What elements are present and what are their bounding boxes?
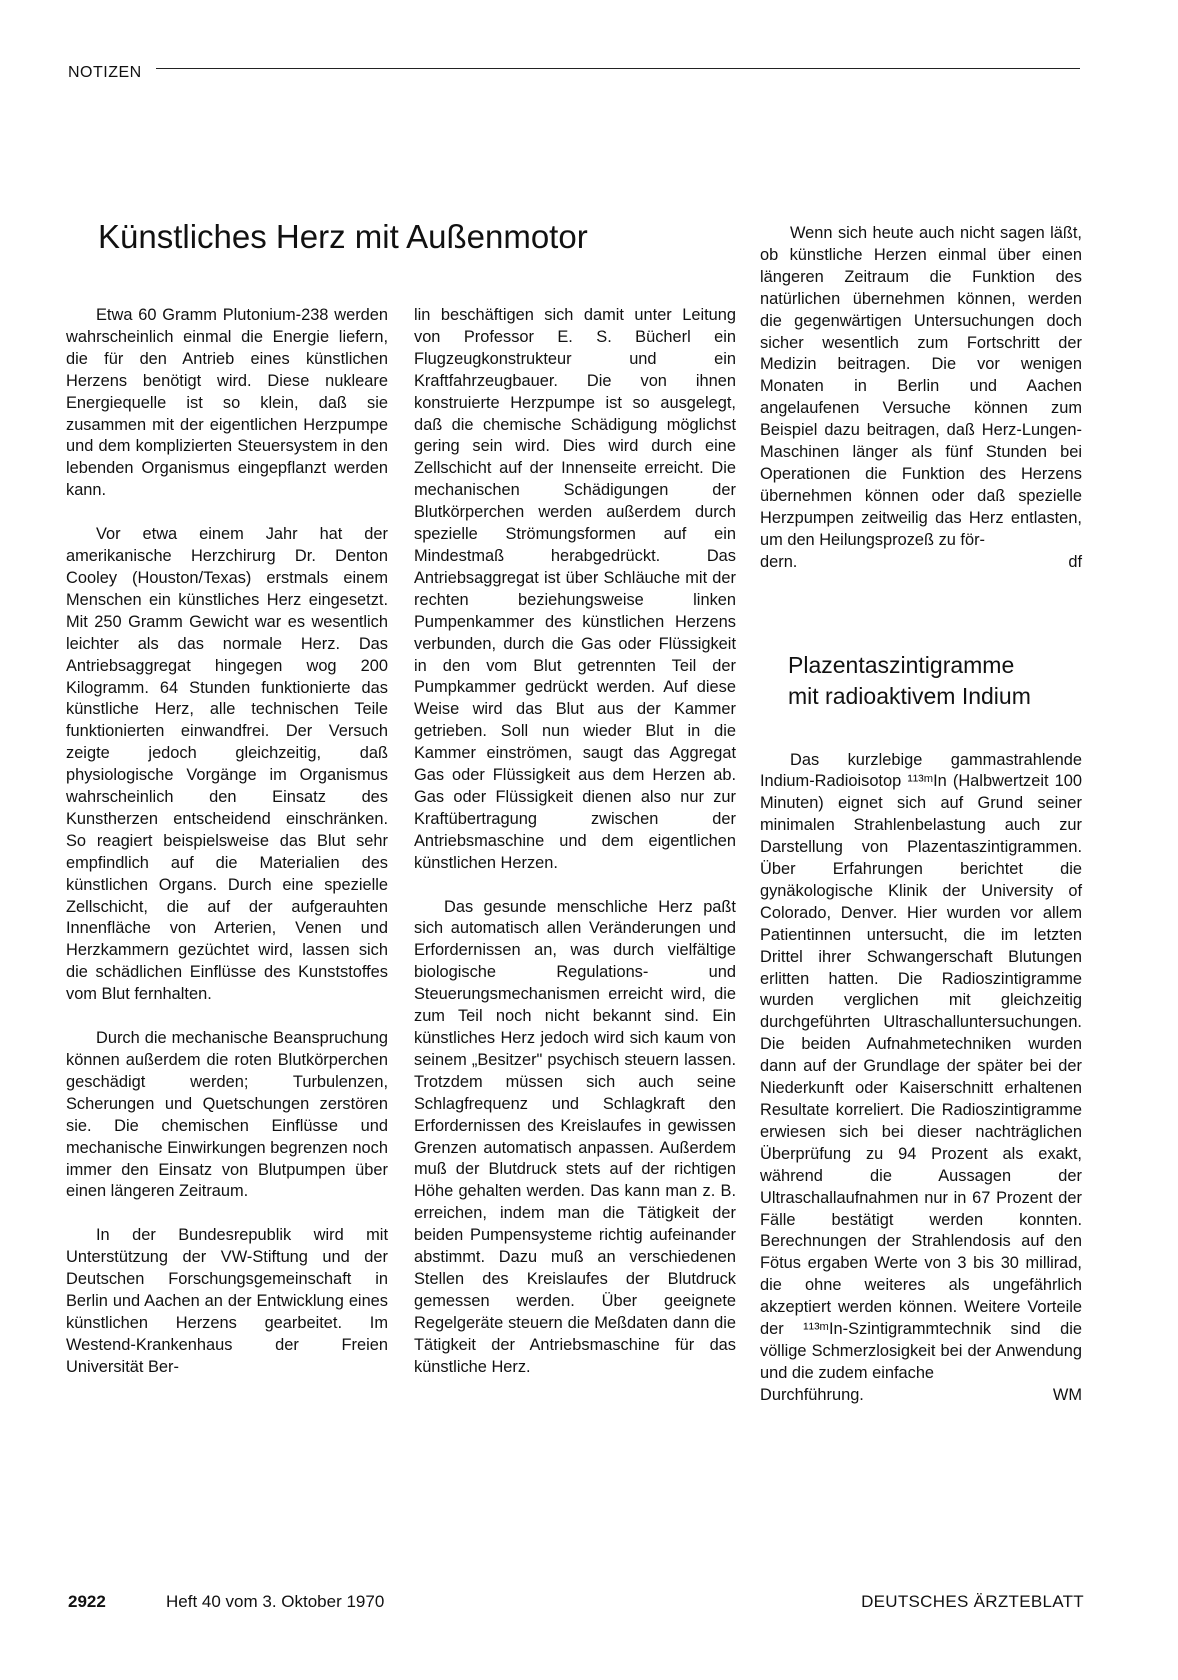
closing-word: dern. <box>760 552 798 571</box>
article-title: Künstliches Herz mit Außenmotor <box>98 218 588 255</box>
section-label: NOTIZEN <box>68 64 142 81</box>
page-header <box>68 64 1080 84</box>
author-initials: df <box>1068 552 1082 571</box>
paragraph: Etwa 60 Gramm Plutonium-238 werden wahrscheinlich einmal die Energie liefern, die für den Antrieb eines künstlichen Herzens benötigt wird. Diese nukleare Energiequelle ist so klein, daß sie zusammen mit der eigentlichen Herzpumpe und dem komplizierten Steuersystem in den lebenden Organismus eingepflanzt werden kann. <box>66 306 388 500</box>
paragraph: In der Bundesrepublik wird mit Unterstützung der VW-Stiftung und der Deutschen Forschungsgemeinschaft in Berlin und Aachen an der Entwicklung eines künstlichen Herzens gearbeitet. Im Westend-Krankenhaus der Freien Universität Ber- <box>66 1226 388 1376</box>
paragraph: Das kurzlebige gammastrahlende Indium-Radioisotop ¹¹³ᵐIn (Halbwertzeit 100 Minuten) eignet sich auf Grund seiner minimalen Strahlenbelastung auch zur Darstellung von Plazentaszintigrammen. Über Erfahrungen berichtet die gynäkologische Klinik der University of Colorado, Denver. Hier wurden vor allem Patientinnen untersucht, die im letzten Drittel ihrer Schwangerschaft Blutungen erlitten hatten. Die Radioszintigramme wurden verglichen mit gleichzeitig durchgeführten Ultraschalluntersuchungen. Die beiden Aufnahmetechniken wurden dann auf der Grundlage der später bei der Niederkunft oder Kaiserschnitt erhaltenen Resultate korreliert. Die Radioszintigramme erwiesen sich bei dieser nachträglichen Überprüfung zu 94 Prozent als exakt, während die Aussagen der Ultraschallaufnahmen nur in 67 Prozent der Fälle bestätigt werden konnten. Berechnungen der Strahlendosis auf den Fötus ergaben Werte von 3 bis 30 millirad, die ohne weiteres als ungefährlich akzeptiert werden können. Weitere Vorteile der ¹¹³ᵐIn-Szintigrammtechnik sind die völlige Schmerzlosigkeit bei der Anwendung und die zudem einfache <box>760 750 1082 1382</box>
closing-line <box>760 1385 1082 1407</box>
article-column-2 <box>414 305 736 1379</box>
article-column-3 <box>760 223 1082 1407</box>
article-column-1 <box>66 305 388 1379</box>
page-number: 2922 <box>68 1592 106 1611</box>
closing-line <box>760 552 1082 574</box>
paragraph: Wenn sich heute auch nicht sagen läßt, ob künstliche Herzen einmal über einen längeren Zeitraum die Funktion des natürlichen übernehmen können, werden die gegenwärtigen Untersuchungen doch sicher wesentlich zum Fortschritt der Medizin beitragen. Die vor wenigen Monaten in Berlin und Aachen angelaufenen Versuche können zum Beispiel dazu beitragen, daß Herz-Lungen-Maschinen länger als fünf Stunden bei Operationen die Funktion des Herzens übernehmen können oder daß spezielle Herzpumpen zeitweilig das Herz entlasten, um den Heilungsprozeß zu för- <box>760 224 1082 549</box>
issue-info: Heft 40 vom 3. Oktober 1970 <box>166 1592 385 1611</box>
title-line-2: mit radioaktivem Indium <box>788 682 1031 709</box>
closing-word: Durchführung. <box>760 1385 864 1404</box>
header-rule <box>156 68 1080 69</box>
paragraph: Durch die mechanische Beanspruchung können außerdem die roten Blutkörperchen geschädigt werden; Turbulenzen, Scherungen und Quetschungen zerstören sie. Die chemischen Einflüsse und mechanische Einwirkungen begrenzen noch immer den Einsatz von Blutpumpen über einen längeren Zeitraum. <box>66 1029 388 1201</box>
paragraph: Das gesunde menschliche Herz paßt sich automatisch allen Veränderungen und Erfordernissen an, was durch vielfältige biologische Regulations- und Steuerungsmechanismen erreicht wird, die zum Teil noch nicht bekannt sind. Ein künstliches Herz jedoch wird sich kaum von seinem „Besitzer" psychisch steuern lassen. Trotzdem müssen sich auch seine Schlagfrequenz und Schlagkraft den Erfordernissen des Kreislaufes in gewissen Grenzen automatisch anpassen. Außerdem muß der Blutdruck stets auf der richtigen Höhe gehalten werden. Das kann man z. B. erreichen, indem man die Tätigkeit der beiden Pumpensysteme richtig aufeinander abstimmt. Dazu muß an verschiedenen Stellen des Kreislaufes der Blutdruck gemessen werden. Über geeignete Regelgeräte steuern die Meßdaten dann die Tätigkeit der Antriebsmaschine für das künstliche Herz. <box>414 897 736 1376</box>
paragraph: Vor etwa einem Jahr hat der amerikanische Herzchirurg Dr. Denton Cooley (Houston/Texas) erstmals einem Menschen ein künstliches Herz eingesetzt. Mit 250 Gramm Gewicht war es wesentlich leichter als das normale Herz. Das Antriebsaggregat hingegen wog 200 Kilogramm. 64 Stunden funktionierte das künstliche Herz, alle technischen Teile funktionierten einwandfrei. Der Versuch zeigte jedoch gleichzeitig, daß physiologische Vorgänge im Organismus wahrscheinlich den Einsatz des Kunstherzen entscheidend einschränken. So reagiert beispielsweise das Blut sehr empfindlich auf die Materialien des künstlichen Organs. Durch eine spezielle Zellschicht, die auf der aufgerauhten Innenfläche von Arterien, Venen und Herzkammern gezüchtet wird, lassen sich die schädlichen Einflüsse des Kunststoffes vom Blut fernhalten. <box>66 525 388 1004</box>
page-footer <box>68 1592 1084 1614</box>
journal-name: DEUTSCHES ÄRZTEBLATT <box>861 1592 1084 1611</box>
paragraph: lin beschäftigen sich damit unter Leitung von Professor E. S. Bücherl ein Flugzeugkonstrukteur und ein Kraftfahrzeugbauer. Die von ihnen konstruierte Herzpumpe ist so ausgelegt, daß die chemische Schädigung möglichst gering sein wird. Dies wird durch eine Zellschicht auf der Innenseite erreicht. Die mechanischen Schädigungen der Blutkörperchen werden außerdem durch spezielle Strömungsformen auf ein Mindestmaß herabgedrückt. Das Antriebsaggregat ist über Schläuche mit der rechten beziehungsweise linken Pumpenkammer des künstlichen Herzens verbunden, durch die Gas oder Flüssigkeit in den vom Blut getrennten Teil der Pumpkammer gedrückt werden. Auf diese Weise wird das Blut aus der Kammer getrieben. Soll nun wieder Blut in die Kammer einströmen, saugt das Aggregat Gas oder Flüssigkeit aus dem Herzen ab. Gas oder Flüssigkeit dienen also nur zur Kraftübertragung zwischen der Antriebsmaschine und dem eigentlichen künstlichen Herzen. <box>414 306 736 872</box>
second-article-title <box>760 650 1082 712</box>
author-initials: WM <box>1052 1385 1082 1404</box>
title-line-1: Plazentaszintigramme <box>788 651 1015 678</box>
